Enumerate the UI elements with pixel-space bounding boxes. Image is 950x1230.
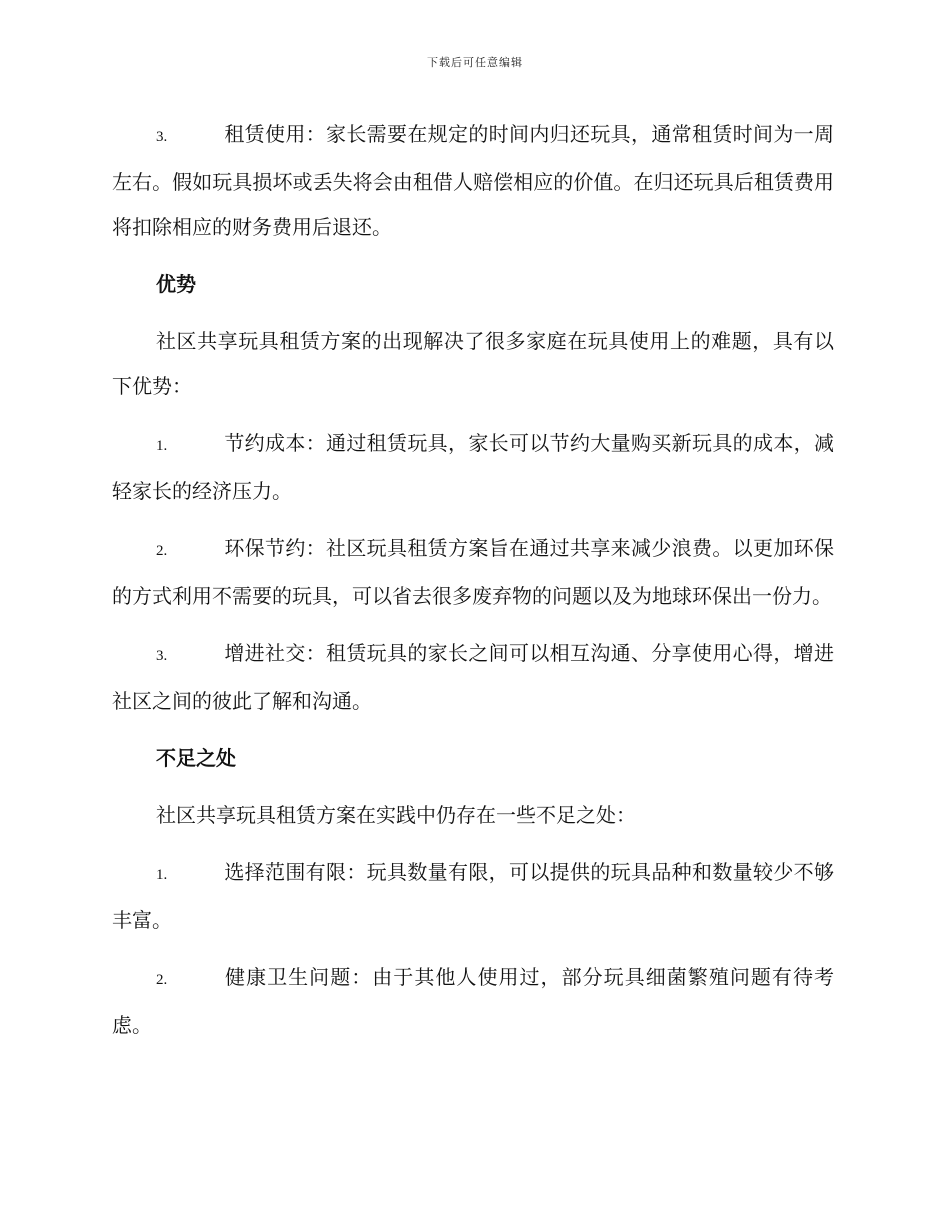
list-item (112, 526, 834, 619)
list-item (112, 850, 834, 943)
list-item-text: 健康卫生问题：由于其他人使用过，部分玩具细菌繁殖问题有待考虑。 (112, 965, 834, 1037)
list-item (112, 421, 834, 514)
list-item-text: 节约成本：通过租赁玩具，家长可以节约大量购买新玩具的成本，减轻家长的经济压力。 (112, 431, 834, 503)
section-heading-advantages: 优势 (156, 272, 196, 296)
list-item (112, 112, 834, 250)
list-item-text: 租赁使用：家长需要在规定的时间内归还玩具，通常租赁时间为一周左右。假如玩具损坏或丢失将会由租借人赔偿相应的价值。在归还玩具后租赁费用将扣除相应的财务费用后退还。 (112, 122, 834, 239)
document-body (112, 112, 834, 1060)
shortcomings-intro: 社区共享玩具租赁方案在实践中仍存在一些不足之处： (156, 803, 636, 827)
list-item-number: 1. (156, 867, 168, 883)
list-item-text: 增进社交：租赁玩具的家长之间可以相互沟通、分享使用心得，增进社区之间的彼此了解和沟通。 (112, 641, 834, 713)
list-item-number: 2. (156, 543, 168, 559)
list-item (112, 955, 834, 1048)
list-item (112, 631, 834, 724)
list-item-number: 3. (156, 129, 168, 145)
list-item-number: 2. (156, 972, 168, 988)
list-item-number: 1. (156, 438, 168, 454)
page-header: 下载后可任意编辑 (427, 56, 523, 69)
list-item-text: 选择范围有限：玩具数量有限，可以提供的玩具品种和数量较少不够丰富。 (112, 860, 834, 932)
advantages-intro: 社区共享玩具租赁方案的出现解决了很多家庭在玩具使用上的难题，具有以下优势： (112, 329, 834, 398)
section-heading-shortcomings: 不足之处 (156, 746, 236, 770)
list-item-text: 环保节约：社区玩具租赁方案旨在通过共享来减少浪费。以更加环保的方式利用不需要的玩具，可以省去很多废弃物的问题以及为地球环保出一份力。 (112, 536, 834, 608)
list-item-number: 3. (156, 648, 168, 664)
